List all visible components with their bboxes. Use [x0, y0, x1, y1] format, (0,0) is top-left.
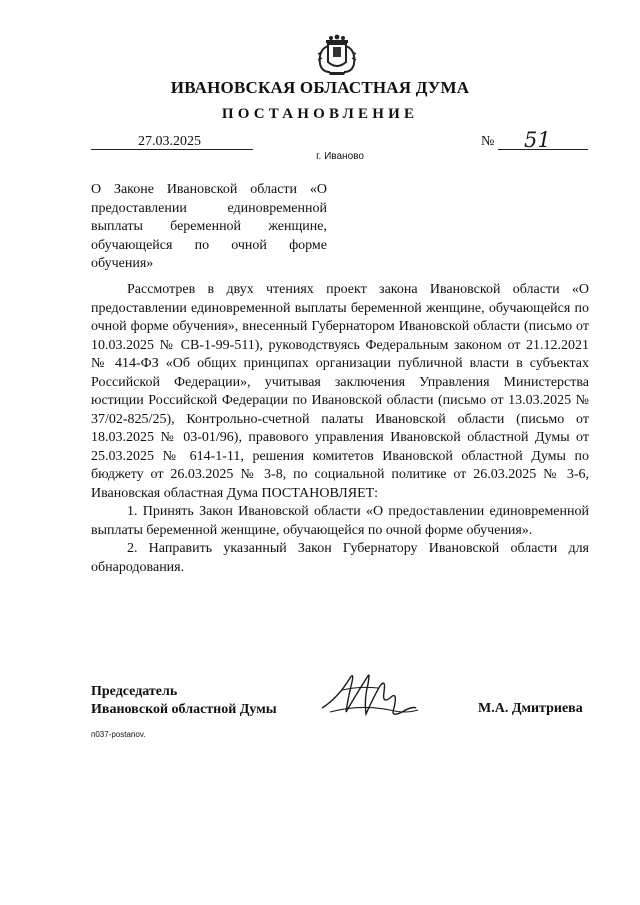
file-reference: п037-postanov.	[91, 730, 146, 739]
signatory-title-line2: Ивановской областной Думы	[91, 702, 277, 717]
organization-name: ИВАНОВСКАЯ ОБЛАСТНАЯ ДУМА	[170, 78, 470, 97]
body-paragraph: Рассмотрев в двух чтениях проект закона Ивановской области «О предоставлении единовременной выплаты беременной женщине, обучающейся по очной форме обучения», внесенный Губернатором Ивановской области (письмо от 10.03.2025 № СВ-1-99-511), руководствуясь Федеральным законом от 21.12.2021 № 414-ФЗ «Об общих принципах организации публичной власти в субъектах Российской Федерации», учитывая заключения Управления Министерства юстиции Российской Федерации по Ивановской области (письмо от 13.03.2025 № 37/02-825/25), Контрольно-счетной палаты Ивановской области (письмо от 18.03.2025 № 03-01/96), правового управления Ивановской областной Думы от 25.03.2025 № 614-1-11, решения комитетов Ивановской областной Думы по бюджету от 26.03.2025 № 3-8, по социальной политике от 26.03.2025 № 3-6, Ивановская областная Дума ПОСТАНОВЛЯЕТ:	[91, 282, 589, 501]
body-paragraph: 1. Принять Закон Ивановской области «О предоставлении единовременной выплаты беременной женщине, обучающейся по очной форме обучения».	[91, 504, 589, 538]
signatory-title	[91, 683, 277, 719]
document-number: 51	[524, 128, 551, 152]
signatory-title-line1: Председатель	[91, 684, 178, 699]
document-type: ПОСТАНОВЛЕНИЕ	[221, 106, 419, 122]
signatory-name: М.А. Дмитриева	[478, 701, 583, 716]
document-date: 27.03.2025	[138, 134, 201, 149]
document-subject: О Законе Ивановской области «О предоставлении единовременной выплаты беременной женщине, обучающейся по очной форме обучения»	[91, 182, 327, 271]
handwritten-signature	[320, 668, 420, 726]
number-label: №	[481, 134, 495, 149]
body-paragraph: 2. Направить указанный Закон Губернатору Ивановской области для обнародования.	[91, 541, 589, 575]
coat-of-arms-icon	[314, 34, 360, 76]
city-name: г. Иваново	[316, 151, 364, 162]
document-body	[91, 281, 589, 577]
